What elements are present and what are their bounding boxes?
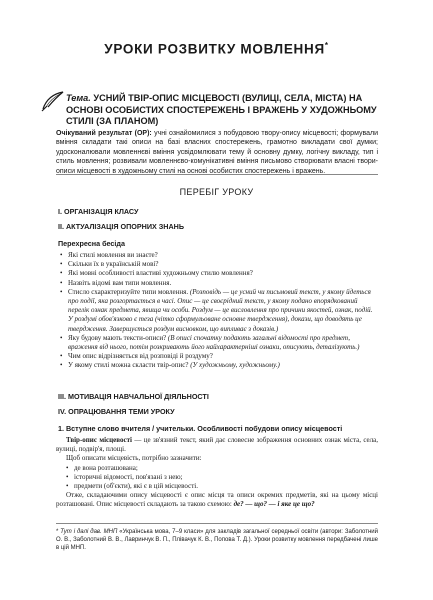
header-title: УРОКИ РОЗВИТКУ МОВЛЕННЯ: [104, 41, 325, 57]
expected-result: [56, 129, 378, 176]
section-organization: І. ОРГАНІЗАЦІЯ КЛАСУ: [58, 207, 139, 216]
footnote: [56, 528, 378, 553]
list-item: • історичні відомості, пов'язані з нею;: [66, 472, 183, 481]
result-text: учні ознайомилися з побудовою твору-опису місцевості; формували вміння складати такі описи на базі власних спостережень, грамотно викладати свої думки; удосконалювали мовленнєві вміння усвідомлювати тему й основну думку, логічну викладу, тип і стиль мовлення; розвивали мовленнєво-комунікативні вміння письмово створювати власні твори-описи місцевості в художньому стилі на основі особистих спостережень і вражень.: [56, 130, 378, 175]
list-item: • Назвіть відомі вам типи мовлення.: [60, 278, 172, 287]
page-header: [0, 41, 433, 57]
step-intro: 1. Вступне слово вчителя / учительки. Особливості побудови опису місцевості: [58, 424, 343, 433]
footnote-lead: Тут і далі дав. МНП: [60, 529, 118, 535]
quill-icon: [40, 90, 66, 112]
conversation-heading: Перехресна бесіда: [58, 239, 125, 248]
section-actualization: ІІ. АКТУАЛІЗАЦІЯ ОПОРНИХ ЗНАНЬ: [58, 222, 185, 231]
list-item: • Чим опис відрізняється від розповіді й роздуму?: [60, 352, 213, 361]
footnote-mark: *: [56, 529, 59, 535]
paragraph: Твір-опис місцевості — це зв'язний текст, який дає словесне зображення основних ознак міста, села, вулиці, подвір'я, площі.: [56, 436, 378, 454]
footnote-divider: [56, 523, 378, 524]
paragraph: Отже, складаючими опису місцевості є опис місця та описи окремих предметів, які на цьому місці розташовані. Опис місцевості складають за такою схемою: де? — що? — і яке це що?: [56, 491, 378, 509]
list-item: • де вона розташована;: [66, 463, 138, 472]
list-item: • Скільки їх в українській мові?: [60, 260, 159, 269]
question-list: [60, 251, 378, 371]
topic-text: УСНИЙ ТВІР-ОПИС МІСЦЕВОСТІ (ВУЛИЦІ, СЕЛА, МІСТА) НА ОСНОВІ ОСОБИСТИХ СПОСТЕРЕЖЕНЬ І ВРАЖЕНЬ У ХУДОЖНЬОМУ СТИЛІ (ЗА ПЛАНОМ): [66, 93, 377, 127]
list-item: • Які мовні особливості властиві художньому стилю мовлення?: [60, 269, 253, 278]
lesson-topic: [66, 93, 386, 128]
result-label: Очікуваний результат (ОР):: [56, 130, 152, 137]
topic-label: Тема.: [66, 93, 91, 103]
section-motivation: ІІІ. МОТИВАЦІЯ НАВЧАЛЬНОЇ ДІЯЛЬНОСТІ: [58, 392, 209, 401]
list-item: • У якому стилі можна скласти твір-опис? (У художньому, художньому.): [60, 361, 280, 370]
lesson-heading: ПЕРЕБІГ УРОКУ: [179, 187, 254, 197]
body-text: [56, 436, 378, 510]
list-item: • Які стилі мовлення ви знаєте?: [60, 251, 158, 259]
section-topic-work: IV. ОПРАЦЮВАННЯ ТЕМИ УРОКУ: [58, 407, 175, 416]
list-item: • предмети (об'єкти), які є в цій місцевості.: [66, 482, 198, 491]
footnote-text: «Українська мова, 7–9 класи» для закладів загальної середньої освіти (автори: Заболотний О. В., Заболотний В. В., Лавринчук В. П., Плівачук К. В., Попова Т. Д.). Уроки розвитку мовлення передбачені лише в цій МНП.: [56, 529, 378, 552]
list-item: • Яку будову мають тексти-описи? (В описі спочатку подають загальні відомості про предмет, враження від нього, потім розкривають його найхарактерніші ознаки, описують, деталізують.): [60, 333, 360, 352]
list-item: • Стисло схарактеризуйте типи мовлення. (Розповідь — це усний чи письмовий текст, у якому йдеться про події, яка розгортається в часі. Опис — це своєрідний текст, у якому подано впорядкований перелік ознак предмета, явища чи особи. Роздум — це висловлення про причини якостей, ознак, подій. У роздумі обов'язково є теза (чітко сформульоване основне твердження), докази, що доводять це твердження. Завершується роздум висновком, що випливає з доказів.): [60, 287, 373, 333]
header-footnote-mark: *: [324, 41, 329, 50]
paragraph: Щоб описати місцевість, потрібно зазначити:: [66, 454, 202, 463]
